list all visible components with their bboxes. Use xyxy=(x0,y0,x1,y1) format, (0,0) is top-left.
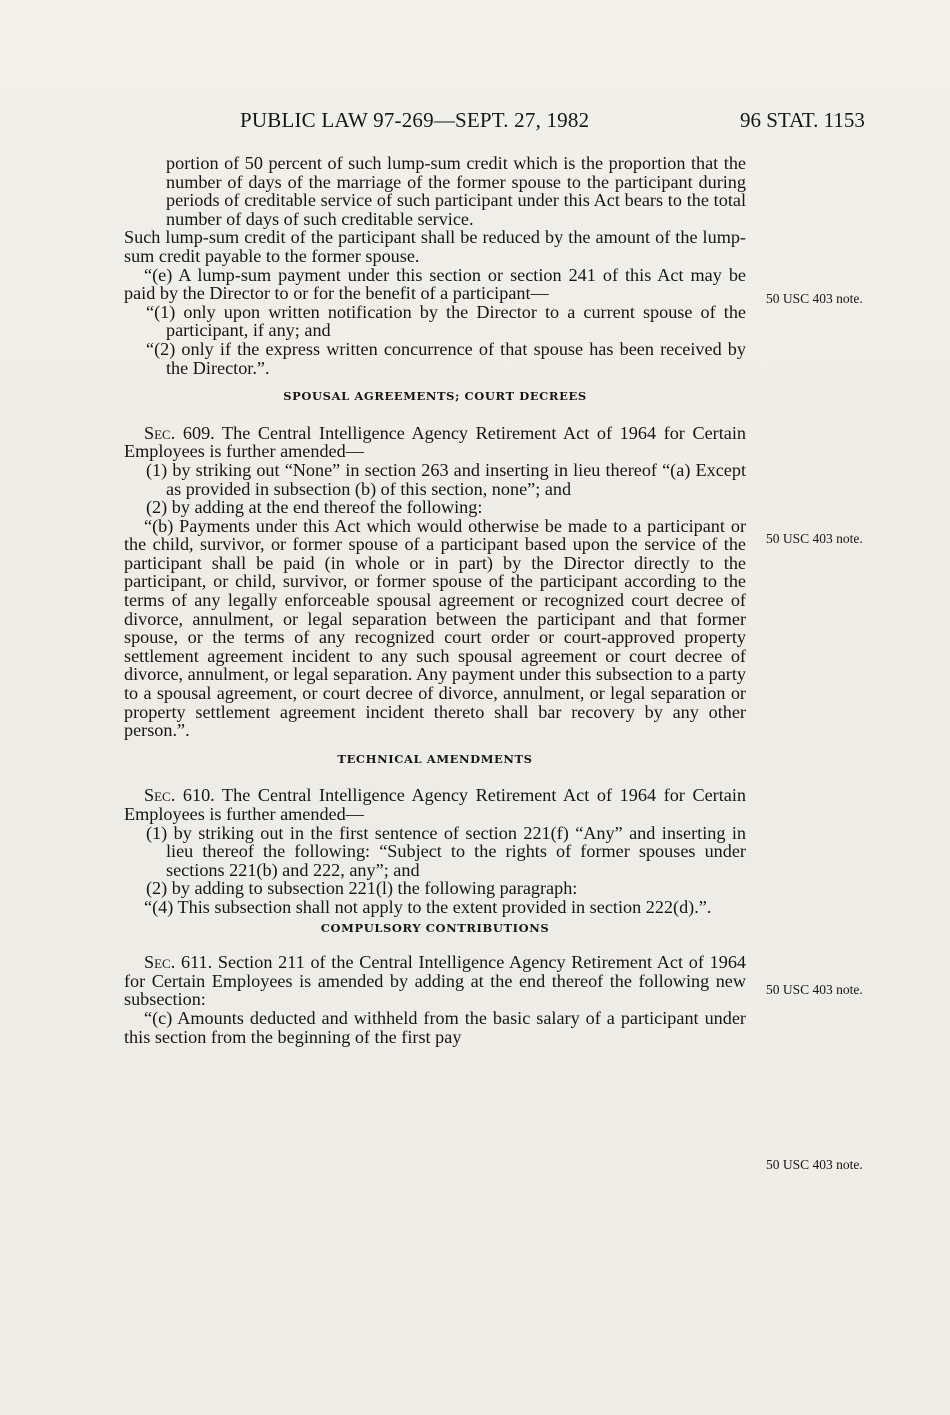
item-e-2: “(2) only if the express written concurrence of that spouse has been received by the Director.”. xyxy=(146,338,746,378)
section-609-label: Sec. xyxy=(144,422,176,443)
running-header-page-ref: 96 STAT. 1153 xyxy=(740,108,865,132)
section-611-subsection-c: “(c) Amounts deducted and withheld from the basic salary of a participant under this section from the beginning of the first pay xyxy=(124,1007,746,1047)
section-610-item-2: (2) by adding to subsection 221(l) the following paragraph: xyxy=(146,878,578,899)
section-611-label: Sec. xyxy=(144,952,176,973)
margin-note-610: 50 USC 403 note. xyxy=(766,982,863,997)
section-610-paragraph-4: “(4) This subsection shall not apply to the extent provided in section 222(d).”. xyxy=(144,896,712,917)
margin-note-611: 50 USC 403 note. xyxy=(766,1157,863,1172)
section-609-subsection-b: “(b) Payments under this Act which would otherwise be made to a participant or the child, survivor, or former spouse of a participant based upon the service of the participant shall be paid (in whole or in part) by the Director directly to the participant, or child, survivor, or former spouse of the participant according to the terms of any legally enforceable spousal agreement or recognized court decree of divorce, annulment, or legal separation between the participant and that former spouse, or the terms of any recognized court order or court-approved property settlement agreement incident to any such spousal agreement or court decree of divorce, annulment, or legal separation. Any payment under this subsection to a party to a spousal agreement, or court decree of divorce, annulment, or legal separation or property settlement agreement incident thereto shall bar recovery by any other person.”. xyxy=(124,515,746,741)
running-header-title: PUBLIC LAW 97-269—SEPT. 27, 1982 xyxy=(240,108,590,132)
section-609-item-1: (1) by striking out “None” in section 263 and inserting in lieu thereof “(a) Except as provided in subsection (b) of this section, none”; and xyxy=(146,459,746,499)
heading-technical-amendments: TECHNICAL AMENDMENTS xyxy=(337,751,533,766)
paragraph-subsection-e: “(e) A lump-sum payment under this section or section 241 of this Act may be paid by the Director to or for the benefit of a participant— xyxy=(124,264,746,304)
paragraph-lump-sum-portion: portion of 50 percent of such lump-sum credit which is the proportion that the number of days of the marriage of the former spouse to the participant during periods of creditable service of such participant under this Act bears to the total number of days of such creditable service. xyxy=(166,153,746,229)
section-609-intro xyxy=(124,424,746,461)
heading-compulsory-contributions: COMPULSORY CONTRIBUTIONS xyxy=(320,920,550,935)
item-e-1: “(1) only upon written notification by the Director to a current spouse of the participant, if any; and xyxy=(146,301,746,341)
section-610-label: Sec. xyxy=(144,785,176,806)
section-610-intro xyxy=(124,786,746,823)
section-611-intro xyxy=(124,953,746,1009)
section-609-item-2: (2) by adding at the end thereof the following: xyxy=(146,497,483,518)
section-610-text: 610. The Central Intelligence Agency Retirement Act of 1964 for Certain Employees is further amended— xyxy=(124,785,746,824)
section-611-text: 611. Section 211 of the Central Intelligence Agency Retirement Act of 1964 for Certain Employees is amended by adding at the end thereof the following new subsection: xyxy=(124,952,747,1010)
heading-spousal-agreements: SPOUSAL AGREEMENTS; COURT DECREES xyxy=(283,389,587,404)
margin-note-e: 50 USC 403 note. xyxy=(766,291,863,306)
body-text xyxy=(124,154,746,1046)
paragraph-lump-sum-reduction: Such lump-sum credit of the participant shall be reduced by the amount of the lump-sum credit payable to the former spouse. xyxy=(124,227,746,266)
section-610-item-1: (1) by striking out in the first sentence of section 221(f) “Any” and inserting in lieu thereof the following: “Subject to the rights of former spouses under sections 221(b) and 222, any”; and xyxy=(146,822,746,880)
section-609-text: 609. The Central Intelligence Agency Retirement Act of 1964 for Certain Employees is further amended— xyxy=(124,422,746,462)
margin-note-609: 50 USC 403 note. xyxy=(766,531,863,546)
